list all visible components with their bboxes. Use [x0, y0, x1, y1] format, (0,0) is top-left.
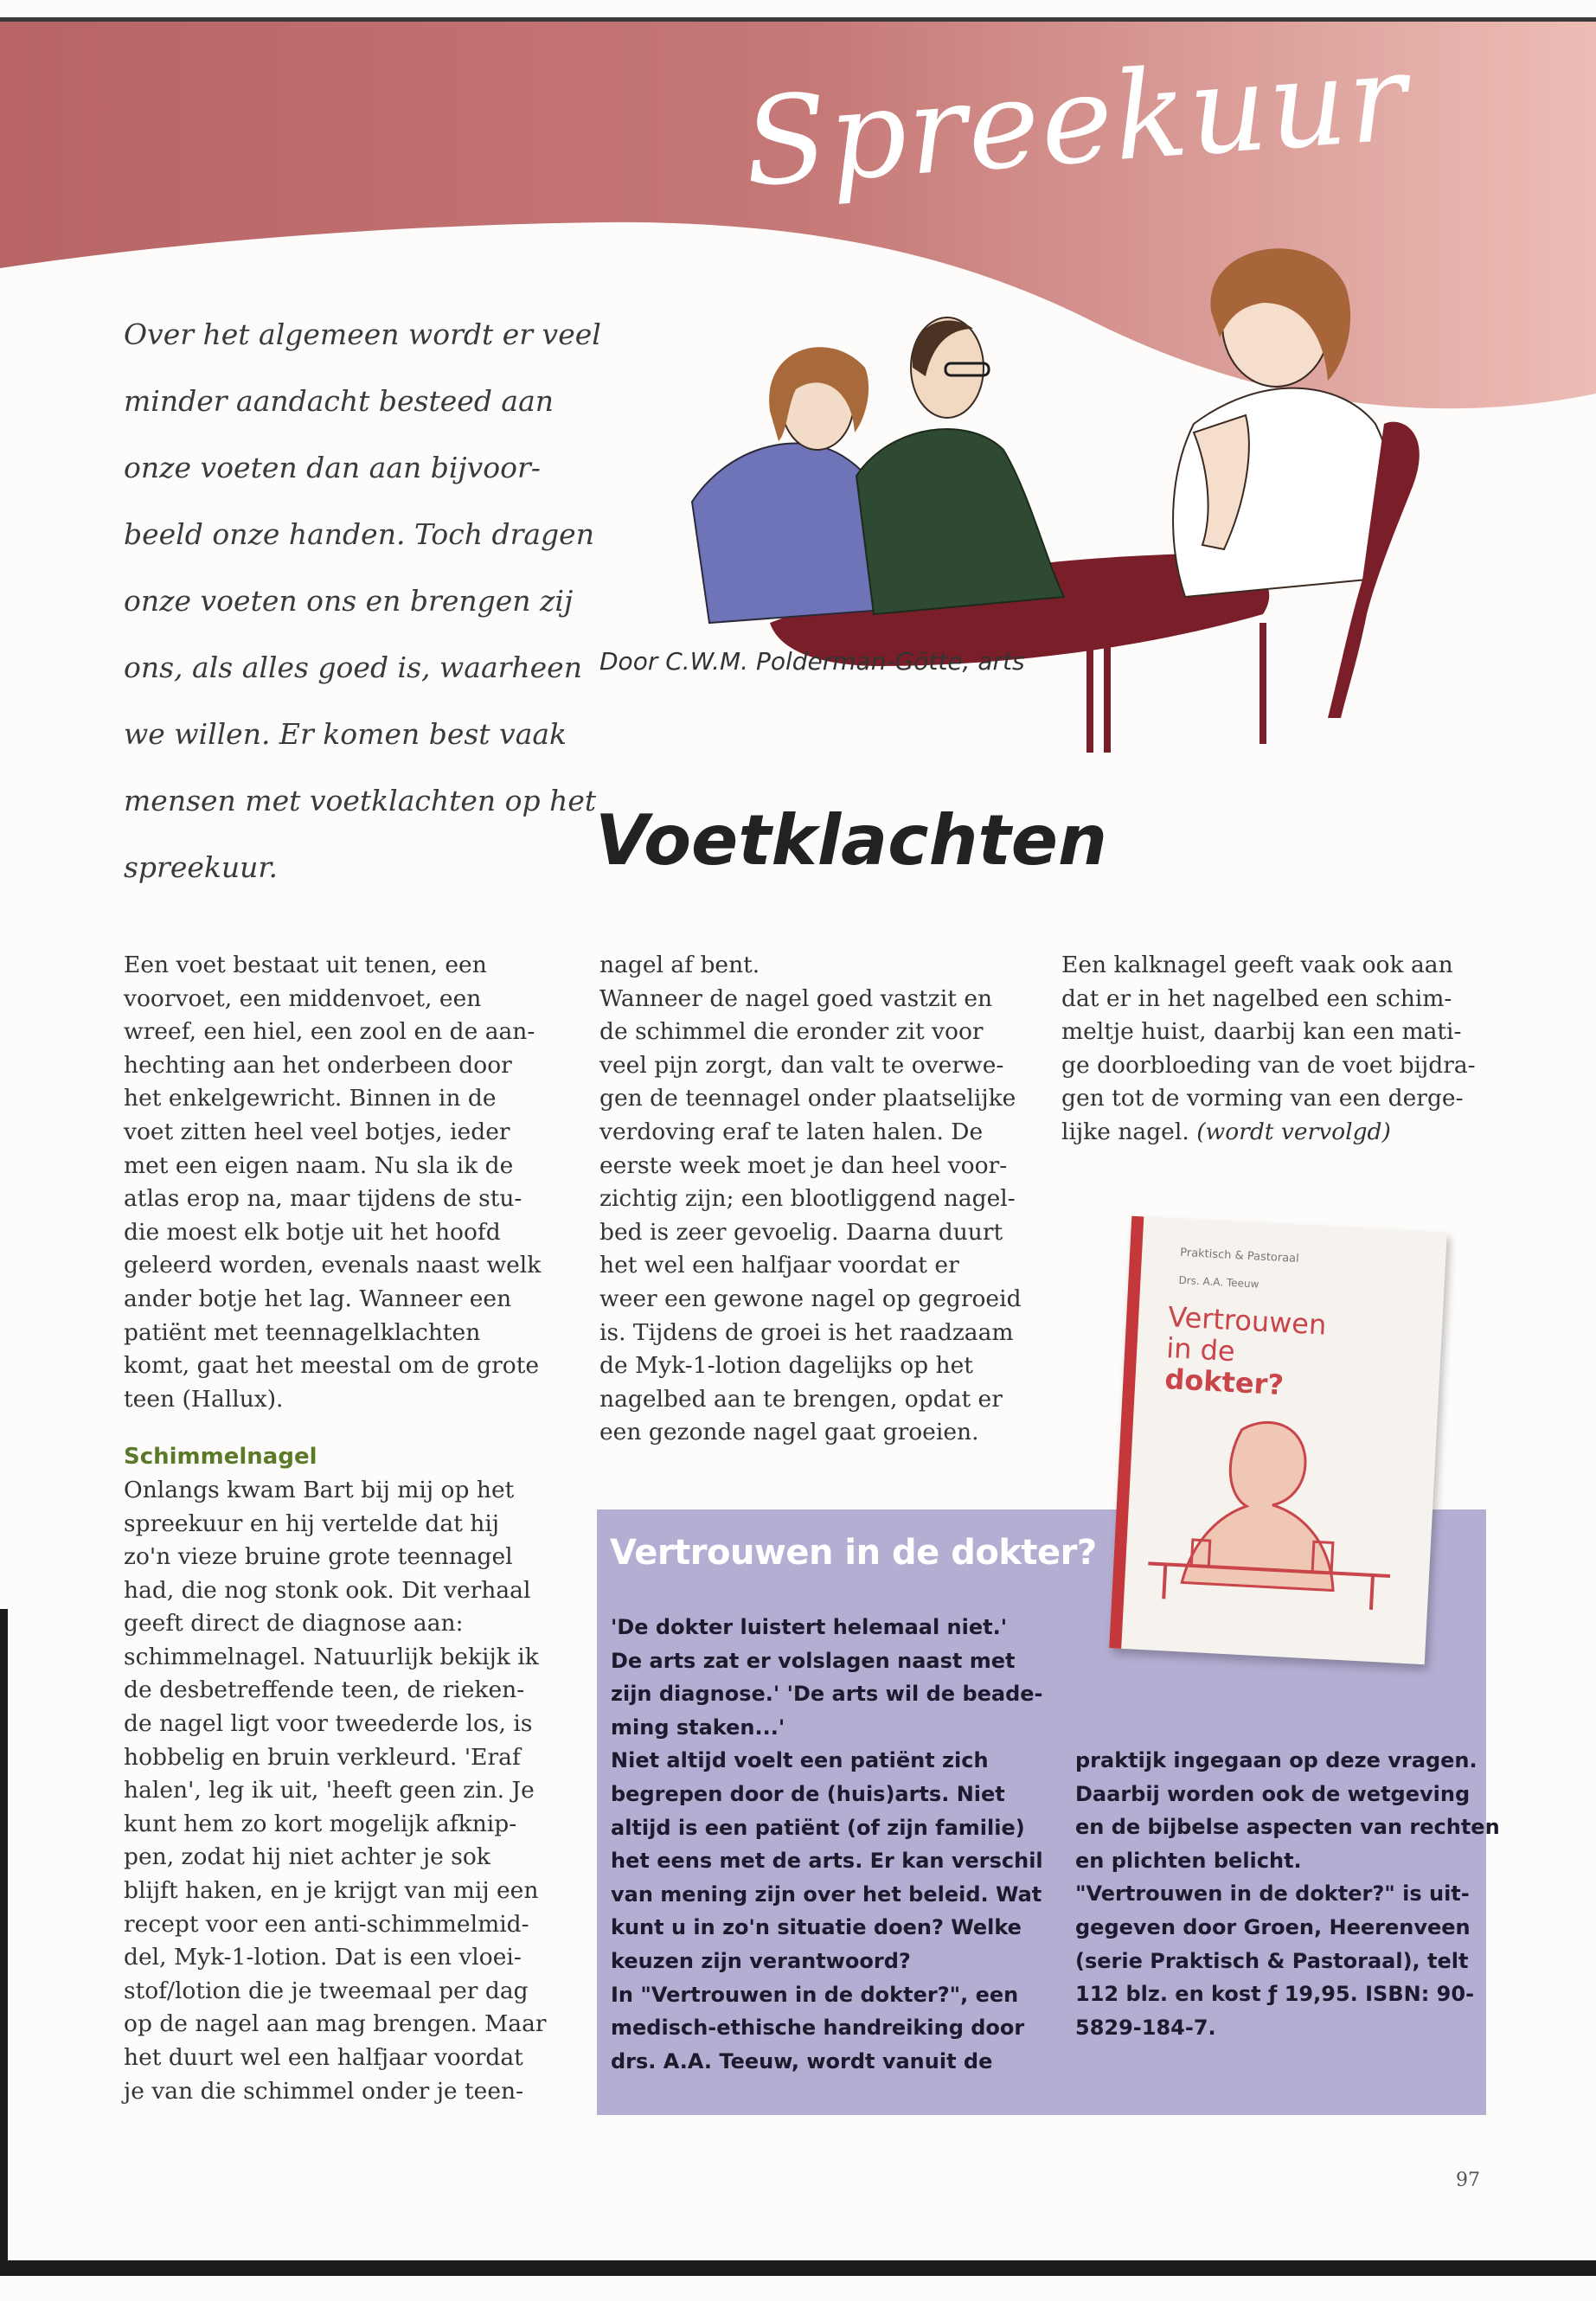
- intro-line: mensen met voetklachten op het: [124, 784, 597, 817]
- text-line: je van die schimmel onder je teen-: [124, 2077, 524, 2105]
- section-title: Spreekuur: [740, 27, 1413, 215]
- intro-line: Over het algemeen wordt er veel: [124, 317, 601, 351]
- text-line: en de bijbelse aspecten van rechten: [1075, 1815, 1500, 1840]
- text-line: De arts zat er volslagen naast met: [611, 1648, 1016, 1673]
- text-line: kunt u in zo'n situatie doen? Welke: [611, 1915, 1022, 1940]
- text-line: Een kalknagel geeft vaak ook aan: [1061, 952, 1453, 978]
- text-line: Niet altijd voelt een patiënt zich: [611, 1748, 989, 1773]
- text-line: nagel af bent.: [599, 952, 760, 978]
- text-line: zo'n vieze bruine grote teennagel: [124, 1543, 513, 1571]
- text-line: voet zitten heel veel botjes, ieder: [124, 1118, 510, 1145]
- doctor-body: [1173, 388, 1394, 597]
- byline: Door C.W.M. Polderman-Götte, arts: [599, 647, 1025, 676]
- text-line: het duurt wel een halfjaar voordat: [124, 2044, 523, 2071]
- book-art-figure: [1182, 1419, 1342, 1591]
- text-line: drs. A.A. Teeuw, wordt vanuit de: [611, 2048, 993, 2073]
- text-line: veel pijn zorgt, dan valt te overwe-: [599, 1051, 1004, 1079]
- text-line: met een eigen naam. Nu sla ik de: [124, 1151, 514, 1179]
- text-line: ming staken...': [611, 1715, 785, 1740]
- book-title-line-1: Vertrouwen: [1167, 1300, 1328, 1342]
- text-line: had, die nog stonk ook. Dit verhaal: [124, 1576, 531, 1604]
- text-line: geeft direct de diagnose aan:: [124, 1610, 464, 1638]
- page-number: 97: [1456, 2170, 1480, 2191]
- text-line: ge doorbloeding van de voet bijdra-: [1061, 1051, 1476, 1079]
- text-line: altijd is een patiënt (of zijn familie): [611, 1815, 1025, 1840]
- text-line: blijft haken, en je krijgt van mij een: [124, 1877, 539, 1905]
- text-line: is. Tijdens de groei is het raadzaam: [599, 1318, 1014, 1346]
- text-line: atlas erop na, maar tijdens de stu-: [124, 1185, 522, 1213]
- article-column-1: [124, 949, 556, 2108]
- intro-line: onze voeten ons en brengen zij: [124, 584, 574, 618]
- text-line: praktijk ingegaan op deze vragen.: [1075, 1748, 1477, 1772]
- text-line: halen', leg ik uit, 'heeft geen zin. Je: [124, 1777, 535, 1804]
- text-line: en plichten belicht.: [1075, 1848, 1302, 1873]
- text-line: komt, gaat het meestal om de grote: [124, 1352, 540, 1380]
- text-line: 'De dokter luistert helemaal niet.': [611, 1615, 1008, 1639]
- text-line: die moest elk botje uit het hoofd: [124, 1218, 501, 1246]
- bottom-rule: [0, 2260, 1596, 2276]
- intro-line: we willen. Er komen best vaak: [124, 717, 567, 751]
- text-line: medisch-ethische handreiking door: [611, 2016, 1025, 2041]
- text-line: pen, zodat hij niet achter je sok: [124, 1843, 490, 1871]
- text-line: de Myk-1-lotion dagelijks op het: [599, 1352, 973, 1380]
- text-line: verdoving eraf te laten halen. De: [599, 1118, 984, 1145]
- text-line: het enkelgewricht. Binnen in de: [124, 1085, 497, 1112]
- text-line: zichtig zijn; een blootliggend nagel-: [599, 1185, 1016, 1213]
- text-line: del, Myk-1-lotion. Dat is een vloei-: [124, 1944, 522, 1971]
- text-line: de desbetreffende teen, de rieken-: [124, 1676, 525, 1704]
- headline: Voetklachten: [595, 800, 1107, 881]
- article-column-3: [1061, 949, 1494, 1150]
- text-line: een gezonde nagel gaat groeien.: [599, 1419, 979, 1446]
- text-line: patiënt met teennagelklachten: [124, 1318, 481, 1346]
- intro-text: [124, 301, 601, 901]
- text-line: Wanneer de nagel goed vastzit en: [599, 984, 993, 1012]
- text-line: Een voet bestaat uit tenen, een: [124, 952, 487, 978]
- book-series: Praktisch & Pastoraal: [1179, 1246, 1300, 1266]
- article-column-2: [599, 949, 1032, 1450]
- text-line: In "Vertrouwen in de dokter?", een: [611, 1982, 1019, 2007]
- sidebar-title: Vertrouwen in de dokter?: [610, 1533, 1097, 1573]
- text-line: nagelbed aan te brengen, opdat er: [599, 1385, 1003, 1413]
- book-title: [1164, 1301, 1328, 1402]
- text-line: bed is zeer gevoelig. Daarna duurt: [599, 1218, 1003, 1246]
- text-line: gen de teennagel onder plaatselijke: [599, 1085, 1016, 1112]
- text-line: "Vertrouwen in de dokter?" is uit-: [1075, 1881, 1470, 1907]
- left-edge-rule: [0, 1609, 8, 2266]
- text-line: gegeven door Groen, Heerenveen: [1075, 1914, 1471, 1939]
- text-line: gen tot de vorming van een derge-: [1061, 1085, 1464, 1112]
- text-line: Onlangs kwam Bart bij mij op het: [124, 1476, 515, 1503]
- book-title-fragment: dokter?: [1163, 1362, 1285, 1402]
- text-line: eerste week moet je dan heel voor-: [599, 1151, 1008, 1179]
- text-line: de schimmel die eronder zit voor: [599, 1018, 984, 1046]
- book-author: Drs. A.A. Teeuw: [1178, 1273, 1259, 1291]
- text-line: hechting aan het onderbeen door: [124, 1051, 512, 1079]
- text-line: van mening zijn over het beleid. Wat: [611, 1881, 1042, 1907]
- text-line: Daarbij worden ook de wetgeving: [1075, 1781, 1471, 1806]
- intro-line: ons, als alles goed is, waarheen: [124, 651, 582, 684]
- text-line: 5829-184-7.: [1075, 2015, 1216, 2040]
- text-line: schimmelnagel. Natuurlijk bekijk ik: [124, 1643, 539, 1670]
- text-line: wreef, een hiel, een zool en de aan-: [124, 1018, 535, 1046]
- text-line: kunt hem zo kort mogelijk afknip-: [124, 1810, 517, 1837]
- text-line: dat er in het nagelbed een schim-: [1061, 984, 1452, 1012]
- text-fragment: lijke nagel.: [1061, 1118, 1189, 1145]
- text-line: voorvoet, een middenvoet, een: [124, 984, 482, 1012]
- text-line: ander botje het lag. Wanneer een: [124, 1285, 512, 1312]
- text-line: spreekuur en hij vertelde dat hij: [124, 1509, 500, 1537]
- text-line: recept voor een anti-schimmelmid-: [124, 1910, 529, 1938]
- man-body: [856, 429, 1064, 614]
- sidebar-column-2: [1075, 1744, 1500, 2044]
- text-line: teen (Hallux).: [124, 1385, 284, 1413]
- text-line: keuzen zijn verantwoord?: [611, 1948, 911, 1973]
- text-line: de nagel ligt voor tweederde los, is: [124, 1710, 533, 1738]
- book-illustration: [1128, 1390, 1416, 1629]
- text-line: op de nagel aan mag brengen. Maar: [124, 2010, 547, 2038]
- text-line: stof/lotion die je tweemaal per dag: [124, 1977, 529, 2004]
- intro-line: onze voeten dan aan bijvoor-: [124, 451, 541, 484]
- intro-line: minder aandacht besteed aan: [124, 384, 554, 418]
- text-line: begrepen door de (huis)arts. Niet: [611, 1781, 1005, 1806]
- text-line: [1061, 1116, 1494, 1150]
- book-title-fragment: in de: [1165, 1331, 1236, 1368]
- text-line: zijn diagnose.' 'De arts wil de beade-: [611, 1682, 1043, 1707]
- book-cover: [1109, 1216, 1447, 1664]
- text-line: (serie Praktisch & Pastoraal), telt: [1075, 1948, 1469, 1973]
- sidebar-column-1: [611, 1611, 1043, 2078]
- intro-line: beeld onze handen. Toch dragen: [124, 517, 594, 551]
- text-line: het eens met de arts. Er kan verschil: [611, 1849, 1043, 1874]
- continued-note: (wordt vervolgd): [1196, 1118, 1391, 1145]
- text-line: weer een gewone nagel op gegroeid: [599, 1285, 1022, 1312]
- text-line: het wel een halfjaar voordat er: [599, 1252, 959, 1279]
- intro-line: spreekuur.: [124, 850, 279, 884]
- subheading: Schimmelnagel: [124, 1444, 317, 1471]
- text-line: geleerd worden, evenals naast welk: [124, 1252, 542, 1279]
- text-line: hobbelig en bruin verkleurd. 'Eraf: [124, 1743, 521, 1771]
- text-line: meltje huist, daarbij kan een mati-: [1061, 1018, 1462, 1046]
- text-line: 112 blz. en kost ƒ 19,95. ISBN: 90-: [1075, 1982, 1475, 2007]
